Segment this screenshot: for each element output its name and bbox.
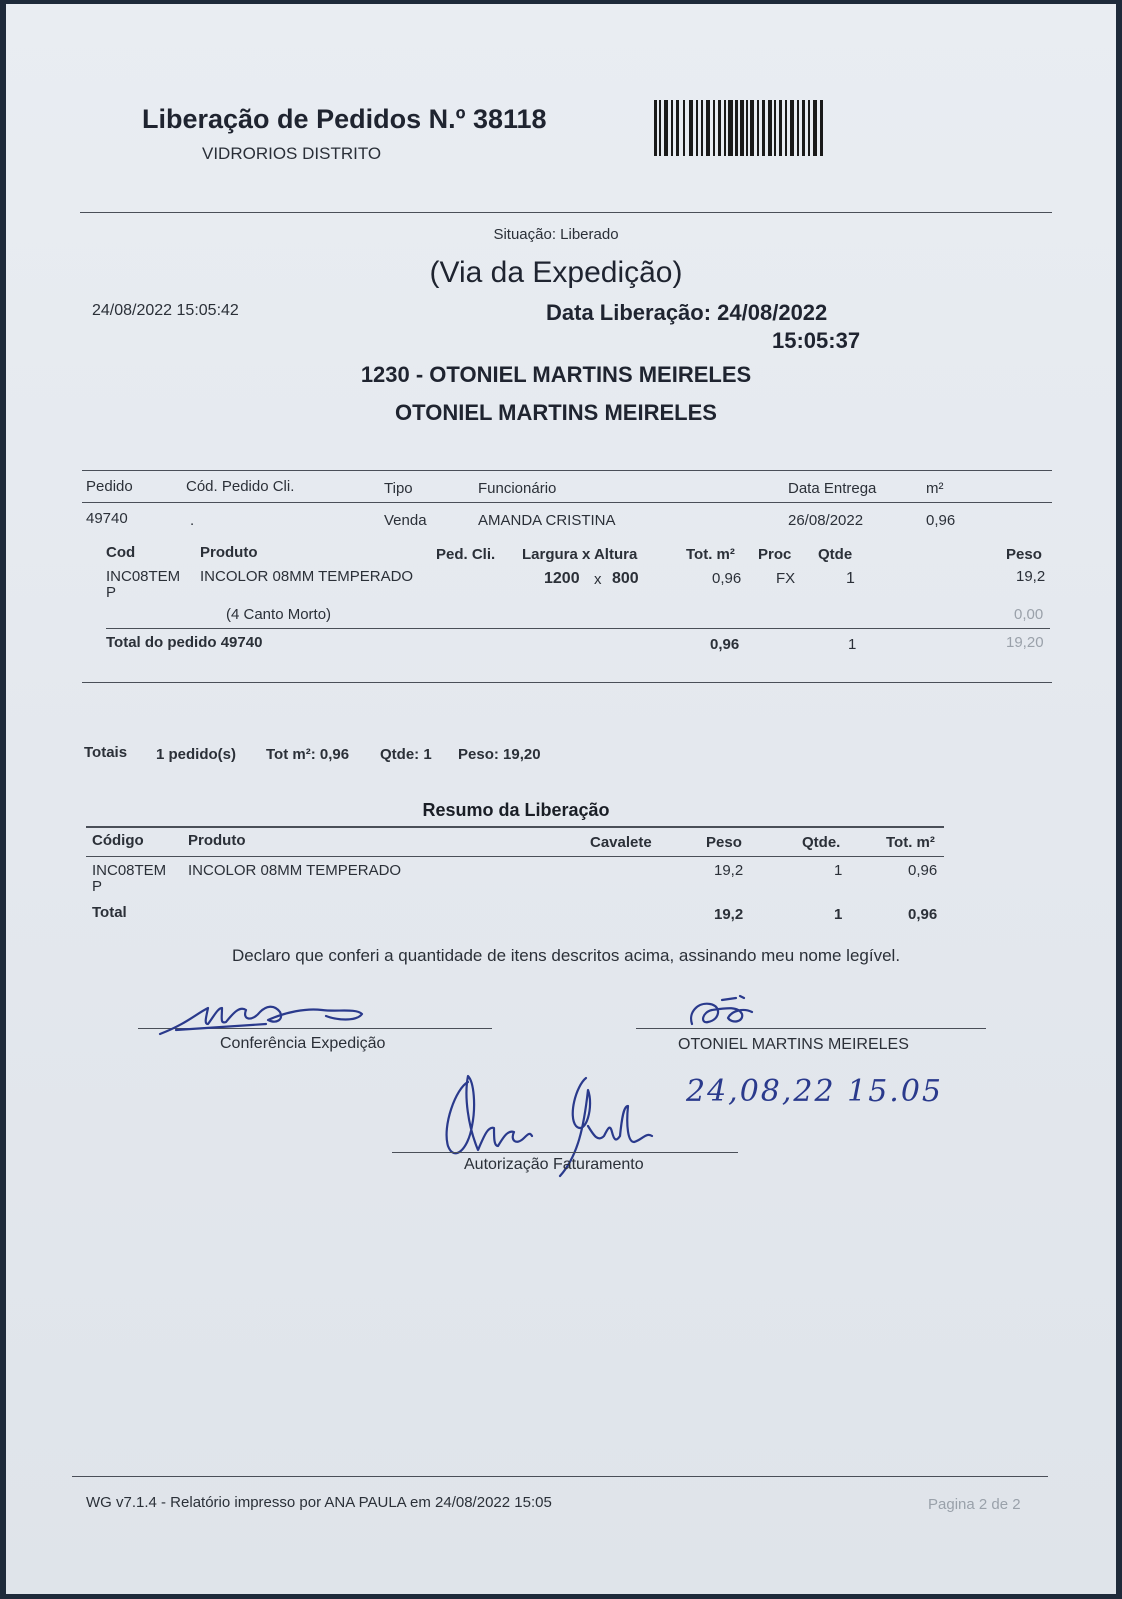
col-tipo: Tipo	[384, 480, 413, 497]
item-col-produto: Produto	[200, 544, 258, 561]
company-name: VIDRORIOS DISTRITO	[202, 144, 382, 163]
item-col-tot-m2: Tot. m²	[686, 546, 735, 563]
conferencia-signature	[156, 994, 376, 1040]
item-col-proc: Proc	[758, 546, 792, 563]
item-code-line1: INC08TEM	[106, 568, 181, 585]
order-total-peso: 19,20	[1006, 634, 1044, 651]
resumo-code-line2: P	[92, 878, 103, 895]
order-table-bottom-rule	[82, 682, 1052, 683]
resumo-header-rule	[86, 856, 944, 857]
totais-qtde: Qtde: 1	[380, 746, 432, 763]
resumo-total-label: Total	[92, 904, 127, 921]
document-page	[6, 4, 1116, 1594]
resumo-total-peso: 19,2	[714, 906, 744, 923]
resumo-col-cavalete: Cavalete	[590, 834, 652, 851]
release-time: 15:05:37	[772, 328, 861, 353]
resumo-peso: 19,2	[714, 862, 744, 879]
item-qtde: 1	[846, 570, 855, 587]
item-col-peso: Peso	[1006, 546, 1042, 563]
item-peso: 19,2	[1016, 568, 1046, 585]
barcode-graphic	[654, 100, 824, 156]
print-timestamp: 24/08/2022 15:05:42	[92, 302, 239, 319]
order-total-rule	[106, 628, 1050, 629]
resumo-product: INCOLOR 08MM TEMPERADO	[188, 862, 402, 879]
item-product: INCOLOR 08MM TEMPERADO	[200, 568, 414, 585]
client-name: OTONIEL MARTINS MEIRELES	[395, 400, 717, 425]
resumo-total-m2: 0,96	[908, 906, 938, 923]
declaration-text: Declaro que conferi a quantidade de itens descritos acima, assinando meu nome legível.	[231, 946, 901, 965]
item-code-line2: P	[106, 584, 117, 601]
order-table-top-rule	[82, 470, 1052, 471]
document-title: Liberação de Pedidos N.º 38118	[142, 104, 547, 134]
order-type: Venda	[384, 512, 427, 529]
item-height: 800	[612, 570, 639, 587]
resumo-col-qtde: Qtde.	[802, 834, 841, 851]
item-col-cod: Cod	[106, 544, 136, 561]
item-note-peso: 0,00	[1014, 606, 1044, 623]
cliente-signature	[682, 994, 762, 1038]
resumo-col-codigo: Código	[92, 832, 144, 849]
handwritten-date: 24,08,22 15.05	[686, 1074, 944, 1109]
autorizacao-signature-line	[392, 1152, 738, 1153]
order-delivery-date: 26/08/2022	[788, 512, 864, 529]
col-m2: m²	[926, 480, 944, 497]
totais-m2: Tot m²: 0,96	[266, 746, 350, 763]
totais-pedidos: 1 pedido(s)	[156, 746, 237, 763]
item-proc: FX	[776, 570, 796, 587]
col-pedido: Pedido	[86, 478, 133, 495]
item-width: 1200	[544, 570, 580, 587]
order-total-label: Total do pedido 49740	[106, 634, 263, 651]
item-col-largura-altura: Largura x Altura	[522, 546, 638, 563]
col-cod-pedido-cli: Cód. Pedido Cli.	[186, 478, 295, 495]
footer-page-number: Pagina 2 de 2	[928, 1496, 1021, 1513]
status-text: Situação: Liberado	[493, 226, 619, 243]
item-dimension-separator: x	[594, 571, 602, 588]
order-client-code: .	[190, 512, 195, 529]
resumo-title: Resumo da Liberação	[422, 800, 610, 820]
conferencia-label: Conferência Expedição	[220, 1035, 386, 1052]
totais-label: Totais	[84, 744, 128, 761]
resumo-col-peso: Peso	[706, 834, 742, 851]
resumo-top-rule	[86, 826, 944, 828]
resumo-tot-m2: 0,96	[908, 862, 938, 879]
order-m2: 0,96	[926, 512, 956, 529]
col-data-entrega: Data Entrega	[788, 480, 877, 497]
item-col-qtde: Qtde	[818, 546, 853, 563]
item-col-ped-cli: Ped. Cli.	[436, 546, 496, 563]
autorizacao-label: Autorização Faturamento	[464, 1156, 644, 1173]
order-total-qtde: 1	[848, 636, 857, 653]
order-total-m2: 0,96	[710, 636, 740, 653]
order-number: 49740	[86, 510, 128, 527]
resumo-total-qtde: 1	[834, 906, 843, 923]
footer-report-info: WG v7.1.4 - Relatório impresso por ANA PAULA em 24/08/2022 15:05	[86, 1494, 552, 1511]
client-code-name: 1230 - OTONIEL MARTINS MEIRELES	[360, 362, 752, 387]
resumo-col-tot-m2: Tot. m²	[886, 834, 935, 851]
release-date: Data Liberação: 24/08/2022	[546, 300, 828, 325]
item-note: (4 Canto Morto)	[226, 606, 332, 623]
via-label: (Via da Expedição)	[429, 256, 683, 289]
header-divider	[80, 212, 1052, 213]
order-employee: AMANDA CRISTINA	[478, 512, 616, 529]
footer-rule	[72, 1476, 1048, 1477]
item-tot-m2: 0,96	[712, 570, 742, 587]
order-table-header-rule	[82, 502, 1052, 503]
cliente-name-label: OTONIEL MARTINS MEIRELES	[678, 1036, 909, 1053]
resumo-col-produto: Produto	[188, 832, 246, 849]
resumo-code-line1: INC08TEM	[92, 862, 167, 879]
col-funcionario: Funcionário	[478, 480, 557, 497]
totais-peso: Peso: 19,20	[458, 746, 541, 763]
resumo-qtde: 1	[834, 862, 843, 879]
